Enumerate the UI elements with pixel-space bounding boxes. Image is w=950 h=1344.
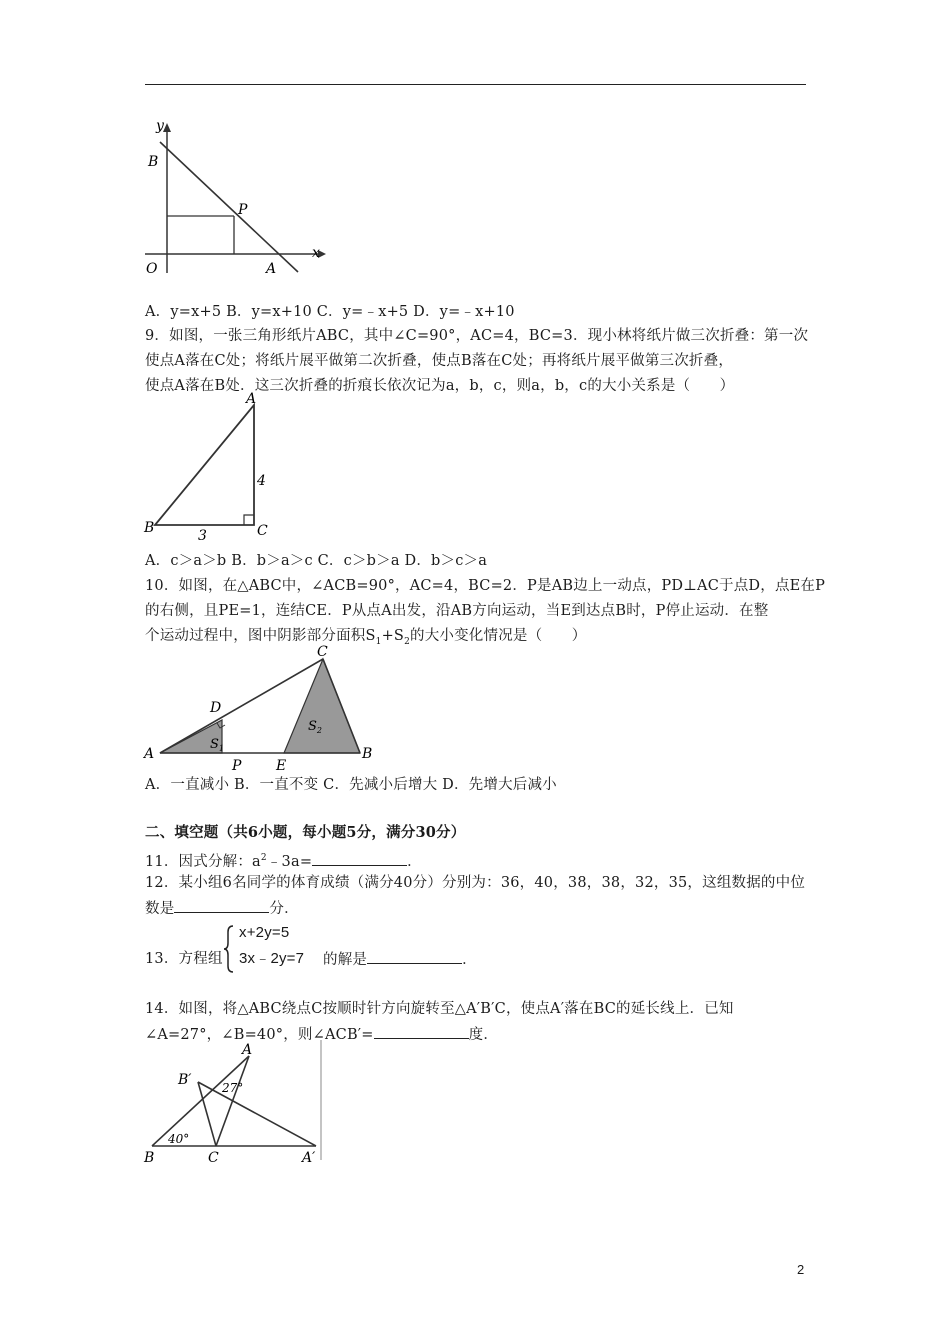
label-s1: $S_1$ <box>210 737 224 753</box>
q10-triangle-figure <box>140 640 380 775</box>
label-b-prime: B′ <box>178 1072 192 1088</box>
label-p: P <box>238 202 248 218</box>
right-angle-mark <box>244 515 254 525</box>
y-axis-arrow <box>163 123 171 132</box>
q13-answer-blank[interactable] <box>367 949 462 964</box>
q12-line-2: 数是 分． <box>145 898 299 919</box>
section-2-heading: 二、填空题（共6小题，每小题5分，满分30分） <box>145 824 466 841</box>
q8-options: A．y=x+5 B．y=x+10 C．y=﹣x+5 D．y=﹣x+10 <box>145 304 515 320</box>
q9-line-2: 使点A落在C处；将纸片展平做第二次折叠，使点B落在C处；再将纸片展平做第三次折叠， <box>145 353 734 369</box>
q12-answer-blank[interactable] <box>174 898 269 913</box>
q14-line-2: ∠A=27°，∠B=40°，则∠ACB′= 度． <box>145 1024 498 1045</box>
label-p: P <box>232 758 242 774</box>
label-a: A <box>246 391 257 407</box>
q10-line-3: 个运动过程中，图中阴影部分面积$S_1+S_2$的大小变化情况是（ ） <box>145 628 587 647</box>
q13-equation-1: x+2y=5 <box>239 924 290 941</box>
q14-rotation-figure <box>140 1040 330 1165</box>
label-c: C <box>208 1150 219 1165</box>
label-b: B <box>362 746 373 762</box>
label-b: B <box>148 154 159 170</box>
header-rule <box>145 84 806 85</box>
line-ab <box>160 142 298 272</box>
label-b: B <box>144 1150 155 1165</box>
q9-options: A．c＞a＞b B．b＞a＞c C．c＞b＞a D．b＞c＞a <box>145 553 488 569</box>
q9-triangle-figure <box>140 390 280 545</box>
q13-brace <box>223 924 235 974</box>
label-y: y <box>156 118 164 134</box>
q13-prefix: 13．方程组 <box>145 951 223 967</box>
label-s2: $S_2$ <box>308 719 322 735</box>
label-angle-40: 40° <box>168 1132 190 1146</box>
q9-line-1: 9．如图，一张三角形纸片ABC，其中∠C=90°，AC=4，BC=3．现小林将纸片做三次折叠：第一次 <box>145 328 809 344</box>
label-side-bc: 3 <box>198 528 207 544</box>
q13-suffix: 的解是 ． <box>323 949 477 970</box>
side-b-prime-a-prime <box>198 1082 316 1146</box>
q10-line-2: 的右侧，且PE=1，连结CE．P从点A出发，沿AB方向运动，当E到达点B时，P停止运动．在整 <box>145 603 769 619</box>
side-b-prime-c <box>198 1082 216 1146</box>
q11: 11．因式分解：$a^2﹣3a=$ ． <box>145 848 422 872</box>
label-a: A <box>266 261 277 277</box>
label-c: C <box>257 523 268 539</box>
label-a-prime: A′ <box>302 1150 316 1165</box>
label-a: A <box>144 746 155 762</box>
q14-line-1: 14．如图，将△ABC绕点C按顺时针方向旋转至△A′B′C，使点A′落在BC的延长线上．已知 <box>145 1001 734 1017</box>
shaded-s2 <box>284 659 360 753</box>
label-x: x <box>312 245 320 261</box>
q13-equation-2: 3x﹣2y=7 <box>239 950 305 967</box>
page-number: 2 <box>797 1262 805 1277</box>
q10-options: A．一直减小 B．一直不变 C．先减小后增大 D．先增大后减小 <box>145 777 557 793</box>
label-c: C <box>317 644 328 660</box>
label-angle-27: 27° <box>222 1081 244 1095</box>
label-a: A <box>242 1042 253 1058</box>
label-b: B <box>144 520 155 536</box>
q8-coordinate-figure <box>140 118 330 278</box>
q10-line-1: 10．如图，在△ABC中，∠ACB=90°，AC=4，BC=2．P是AB边上一动点，PD⊥AC于点D，点E在P <box>145 578 826 594</box>
q14-answer-blank[interactable] <box>374 1024 469 1039</box>
triangle-abc <box>155 405 254 525</box>
q9-line-3: 使点A落在B处．这三次折叠的折痕长依次记为a，b，c，则a，b，c的大小关系是（ ） <box>145 378 735 394</box>
label-side-ac: 4 <box>257 473 266 489</box>
label-e: E <box>276 758 287 774</box>
label-d: D <box>210 700 222 716</box>
label-o: O <box>146 261 158 277</box>
q11-answer-blank[interactable] <box>312 851 407 866</box>
q12-line-1: 12．某小组6名同学的体育成绩（满分40分）分别为：36，40，38，38，32，35，这组数据的中位 <box>145 875 806 891</box>
